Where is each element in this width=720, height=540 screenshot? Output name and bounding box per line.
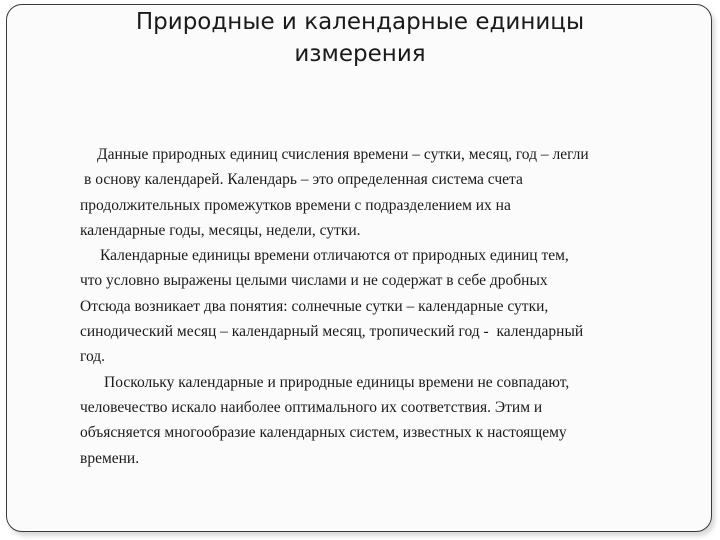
text-line: в основу календарей. Календарь – это определенная система счета (84, 171, 523, 189)
text-line: Поскольку календарные и природные единицы времени не совпадают, (104, 373, 570, 391)
title-line-1: Природные и календарные единицы (135, 9, 585, 35)
title-line-2: измерения (294, 41, 426, 67)
text-line: Отсюда возникает два понятия: солнечные сутки – календарные сутки, (80, 297, 549, 315)
body-text (80, 142, 700, 471)
text-line: продолжительных промежутков времени с подразделением их на (80, 196, 511, 214)
text-line: календарные годы, месяцы, недели, сутки. (80, 221, 361, 239)
text-line: времени. (80, 449, 140, 467)
text-line: человечество искало наиболее оптимального их соответствия. Этим и (80, 398, 543, 416)
text-line: объясняется многообразие календарных систем, известных к настоящему (80, 424, 567, 442)
slide-title (60, 6, 660, 70)
text-line: синодический месяц – календарный месяц, тропический год - календарный (80, 323, 584, 341)
text-line: год. (80, 348, 106, 366)
text-line: Календарные единицы времени отличаются от природных единиц тем, (100, 247, 569, 265)
text-line: Данные природных единиц счисления времени – сутки, месяц, год – легли (97, 146, 589, 163)
text-line: что условно выражены целыми числами и не содержат в себе дробных (80, 272, 548, 290)
